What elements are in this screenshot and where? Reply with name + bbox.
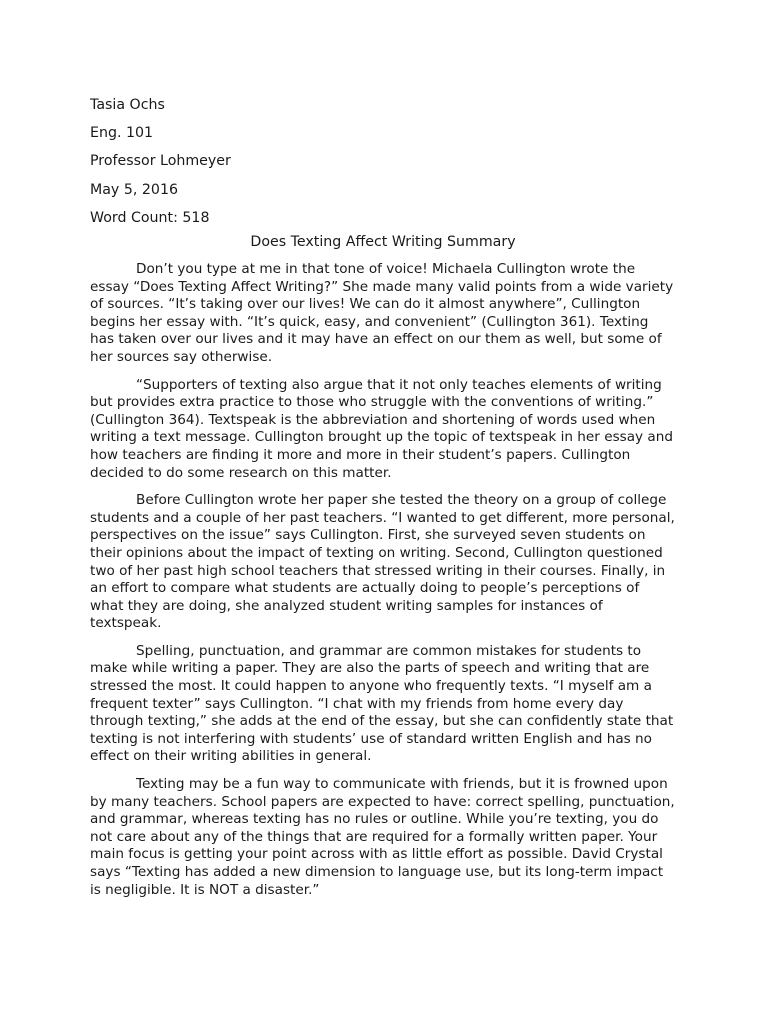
- paragraph-3: Before Cullington wrote her paper she tested the theory on a group of college students and a couple of her past teachers. “I wanted to get different, more personal, perspectives on the issue” says Cullington. First, she surveyed seven students on their opinions about the impact of texting on writing. Second, Cullington questioned two of her past high school teachers that stressed writing in their courses. Finally, in an effort to compare what students are actually doing to people’s perceptions of what they are doing, she analyzed student writing samples for instances of textspeak.: [90, 492, 675, 632]
- document-title: Does Texting Affect Writing Summary: [250, 234, 516, 250]
- course-name: Eng. 101: [90, 125, 154, 142]
- paragraph-5: Texting may be a fun way to communicate with friends, but it is frowned upon by many teachers. School papers are expected to have: correct spelling, punctuation, and grammar, whereas texting has no rules or outline. While you’re texting, you do not care about any of the things that are required for a formally written paper. Your main focus is getting your point across with as little effort as possible. David Crystal says “Texting has added a new dimension to language use, but its long-term impact is negligible. It is NOT a disaster.”: [90, 776, 675, 898]
- document-body: [90, 261, 676, 909]
- word-count: Word Count: 518: [90, 209, 210, 226]
- paragraph-1: Don’t you type at me in that tone of voice! Michaela Cullington wrote the essay “Does Texting Affect Writing?” She made many valid points from a wide variety of sources. “It’s taking over our lives! We can do it almost anywhere”, Cullington begins her essay with. “It’s quick, easy, and convenient” (Cullington 361). Texting has taken over our lives and it may have an effect on our them as well, but some of her sources say otherwise.: [90, 261, 674, 365]
- paragraph-2: “Supporters of texting also argue that it not only teaches elements of writing but provides extra practice to those who struggle with the conventions of writing.” (Cullington 364). Textspeak is the abbreviation and shortening of words used when writing a text message. Cullington brought up the topic of textspeak in her essay and how teachers are finding it more and more in their student’s papers. Cullington decided to do some research on this matter.: [90, 376, 673, 481]
- author-name: Tasia Ochs: [90, 97, 165, 113]
- document-date: May 5, 2016: [90, 181, 178, 198]
- paragraph-4: Spelling, punctuation, and grammar are common mistakes for students to make while writing a paper. They are also the parts of speech and writing that are stressed the most. It could happen to anyone who frequently texts. “I myself am a frequent texter” says Cullington. “I chat with my friends from home every day through texting,” she adds at the end of the essay, but she can confidently state that texting is not interfering with students’ use of standard written English and has no effect on their writing abilities in general.: [90, 642, 674, 765]
- professor-name: Professor Lohmeyer: [90, 153, 231, 170]
- document-header: [90, 91, 690, 232]
